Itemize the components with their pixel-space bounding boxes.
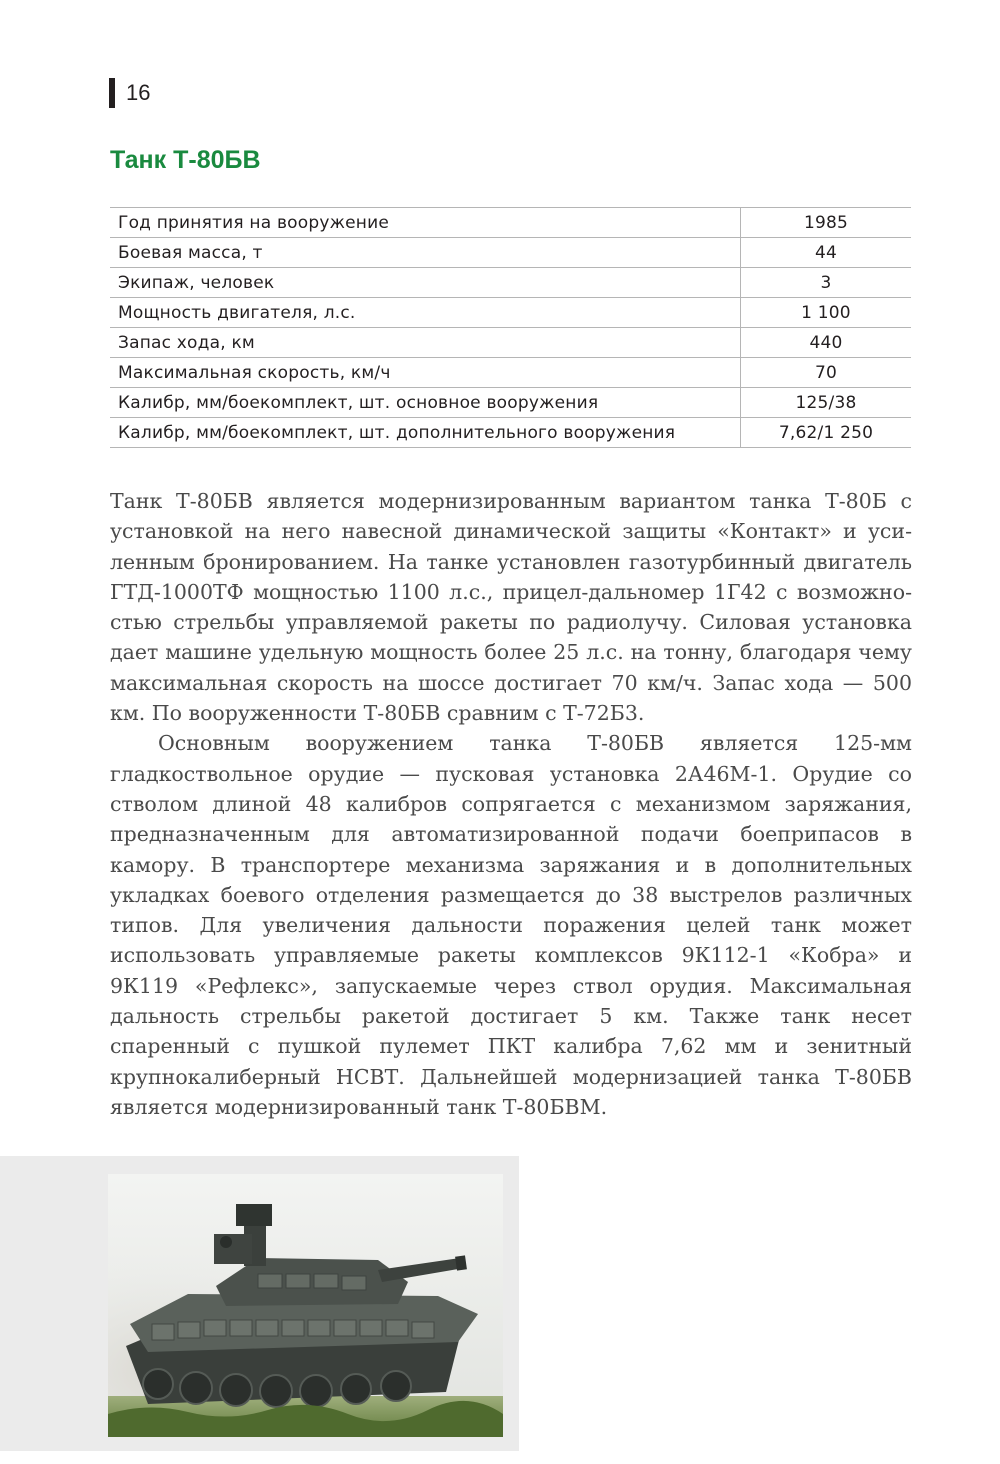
spec-row — [110, 208, 911, 238]
spec-row — [110, 268, 911, 298]
spec-value: 44 — [741, 238, 912, 268]
spec-value: 440 — [741, 328, 912, 358]
page-number: 16 — [126, 80, 151, 105]
spec-label: Запас хода, км — [110, 328, 741, 358]
spec-row — [110, 328, 911, 358]
spec-row — [110, 418, 911, 448]
spec-label: Боевая масса, т — [110, 238, 741, 268]
tank-illustration — [108, 1174, 503, 1437]
body-paragraph: Основным вооружением танка Т-80БВ является 125-мм гладкоствольное орудие — пусковая установка 2А46М-1. Орудие со стволом длиной 48 калибров сопрягается с механизмом заряжания, предназначенным для автоматизированной подачи боеприпасов в камору. В транспортере механизма заряжания и в дополнительных укладках боевого отделения размещается до 38 выстрелов различных типов. Для увеличения дальности поражения целей танк может использовать управляемые ракеты комплексов 9К112-1 «Кобра» и 9К119 «Рефлекс», запускаемые через ствол орудия. Максимальная дальность стрельбы ракетой достигает 5 км. Также танк несет спаренный с пушкой пулемет ПКТ калибра 7,62 мм и зенитный крупнокалиберный НСВТ. Дальнейшей модернизацией танка Т-80БВ является модернизированный танк Т-80БВМ. — [110, 731, 912, 1119]
spec-value: 70 — [741, 358, 912, 388]
spec-row — [110, 388, 911, 418]
spec-row — [110, 238, 911, 268]
body-paragraph: Танк Т-80БВ является модернизированным вариантом танка Т-80Б с установкой на него навесной динамической защиты «Контакт» и усиленным бронированием. На танке установлен газотурбинный двигатель ГТД-1000ТФ мощностью 1100 л.с., прицел-дальномер 1Г42 с возможностью стрельбы управляемой ракеты по радиолучу. Силовая установка дает машине удельную мощность более 25 л.с. на тонну, благодаря чему максимальная скорость на шоссе достигает 70 км/ч. Запас хода — 500 км. По вооруженности Т-80БВ сравним с Т-72Б3. — [110, 489, 912, 726]
spec-value: 3 — [741, 268, 912, 298]
spec-table — [110, 207, 911, 448]
tank-photo — [108, 1174, 503, 1437]
spec-row — [110, 358, 911, 388]
spec-label: Мощность двигателя, л.с. — [110, 298, 741, 328]
spec-value: 1985 — [741, 208, 912, 238]
article-body — [110, 486, 912, 1122]
spec-label: Калибр, мм/боекомплект, шт. дополнительного вооружения — [110, 418, 741, 448]
spec-label: Максимальная скорость, км/ч — [110, 358, 741, 388]
page-marker-bar — [109, 78, 115, 108]
spec-label: Год принятия на вооружение — [110, 208, 741, 238]
spec-value: 1 100 — [741, 298, 912, 328]
spec-value: 7,62/1 250 — [741, 418, 912, 448]
spec-row — [110, 298, 911, 328]
spec-value: 125/38 — [741, 388, 912, 418]
section-title: Танк Т-80БВ — [110, 146, 261, 174]
spec-label: Экипаж, человек — [110, 268, 741, 298]
spec-label: Калибр, мм/боекомплект, шт. основное вооружения — [110, 388, 741, 418]
